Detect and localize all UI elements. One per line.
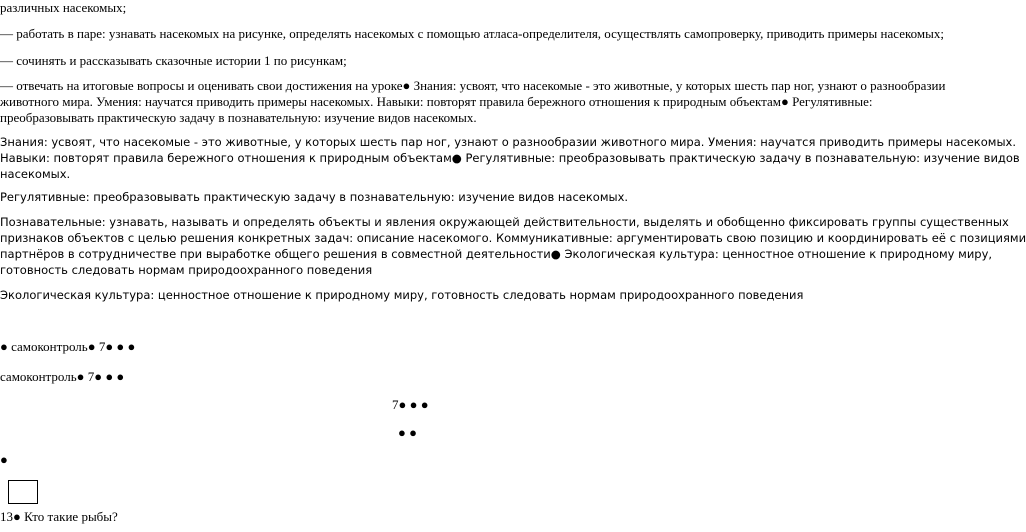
paragraph-7-line-1: Познавательные: узнавать, называть и определять объекты и явления окружающей действительности, выделять и обобщенно фиксировать группы существенных	[0, 215, 1009, 229]
paragraph-9: ● самоконтроль● 7● ● ●	[0, 339, 136, 354]
empty-box	[8, 480, 38, 504]
paragraph-13: ●	[0, 452, 8, 467]
paragraph-10: самоконтроль● 7● ● ●	[0, 369, 125, 384]
paragraph-8: Экологическая культура: ценностное отношение к природному миру, готовность следовать нормам природоохранного поведения	[0, 288, 804, 302]
paragraph-3: — сочинять и рассказывать сказочные истории 1 по рисункам;	[0, 53, 347, 68]
paragraph-7-line-4: готовность следовать нормам природоохранного поведения	[0, 263, 373, 277]
paragraph-12: ● ●	[398, 425, 417, 440]
paragraph-4-line-2: животного мира. Умения: научатся приводить примеры насекомых. Навыки: повторят правила бережного отношения к природным объектам● Регулятивные:	[0, 94, 873, 109]
paragraph-2: — работать в паре: узнавать насекомых на рисунке, определять насекомых с помощью атласа-определителя, осуществлять самопроверку, приводить примеры насекомых;	[0, 26, 944, 41]
paragraph-7-line-2: признаков объектов с целью решения конкретных задач: описание насекомого. Коммуникативные: аргументировать свою позицию и координировать её с позициями	[0, 231, 1026, 245]
paragraph-6: Регулятивные: преобразовывать практическую задачу в познавательную: изучение видов насекомых.	[0, 190, 629, 204]
paragraph-11: 7● ● ●	[392, 397, 429, 412]
paragraph-7-line-3: партнёров в сотрудничестве при выработке общего решения в совместной деятельности● Экологическая культура: ценностное отношение к природному миру,	[0, 247, 993, 261]
paragraph-5-line-3: насекомых.	[0, 167, 71, 181]
paragraph-5-line-2: Навыки: повторят правила бережного отношения к природным объектам● Регулятивные: преобразовывать практическую задачу в познавательную: изучение видов	[0, 151, 1020, 165]
paragraph-1: различных насекомых;	[0, 0, 127, 15]
paragraph-14: 13● Кто такие рыбы?	[0, 509, 118, 524]
paragraph-4-line-1: — отвечать на итоговые вопросы и оценивать свои достижения на уроке● Знания: усвоят, что насекомые - это животные, у которых шесть пар ног, узнают о разнообразии	[0, 78, 946, 93]
paragraph-5-line-1: Знания: усвоят, что насекомые - это животные, у которых шесть пар ног, узнают о разнообразии животного мира. Умения: научатся приводить примеры насекомых.	[0, 135, 1016, 149]
paragraph-4-line-3: преобразовывать практическую задачу в познавательную: изучение видов насекомых.	[0, 110, 477, 125]
